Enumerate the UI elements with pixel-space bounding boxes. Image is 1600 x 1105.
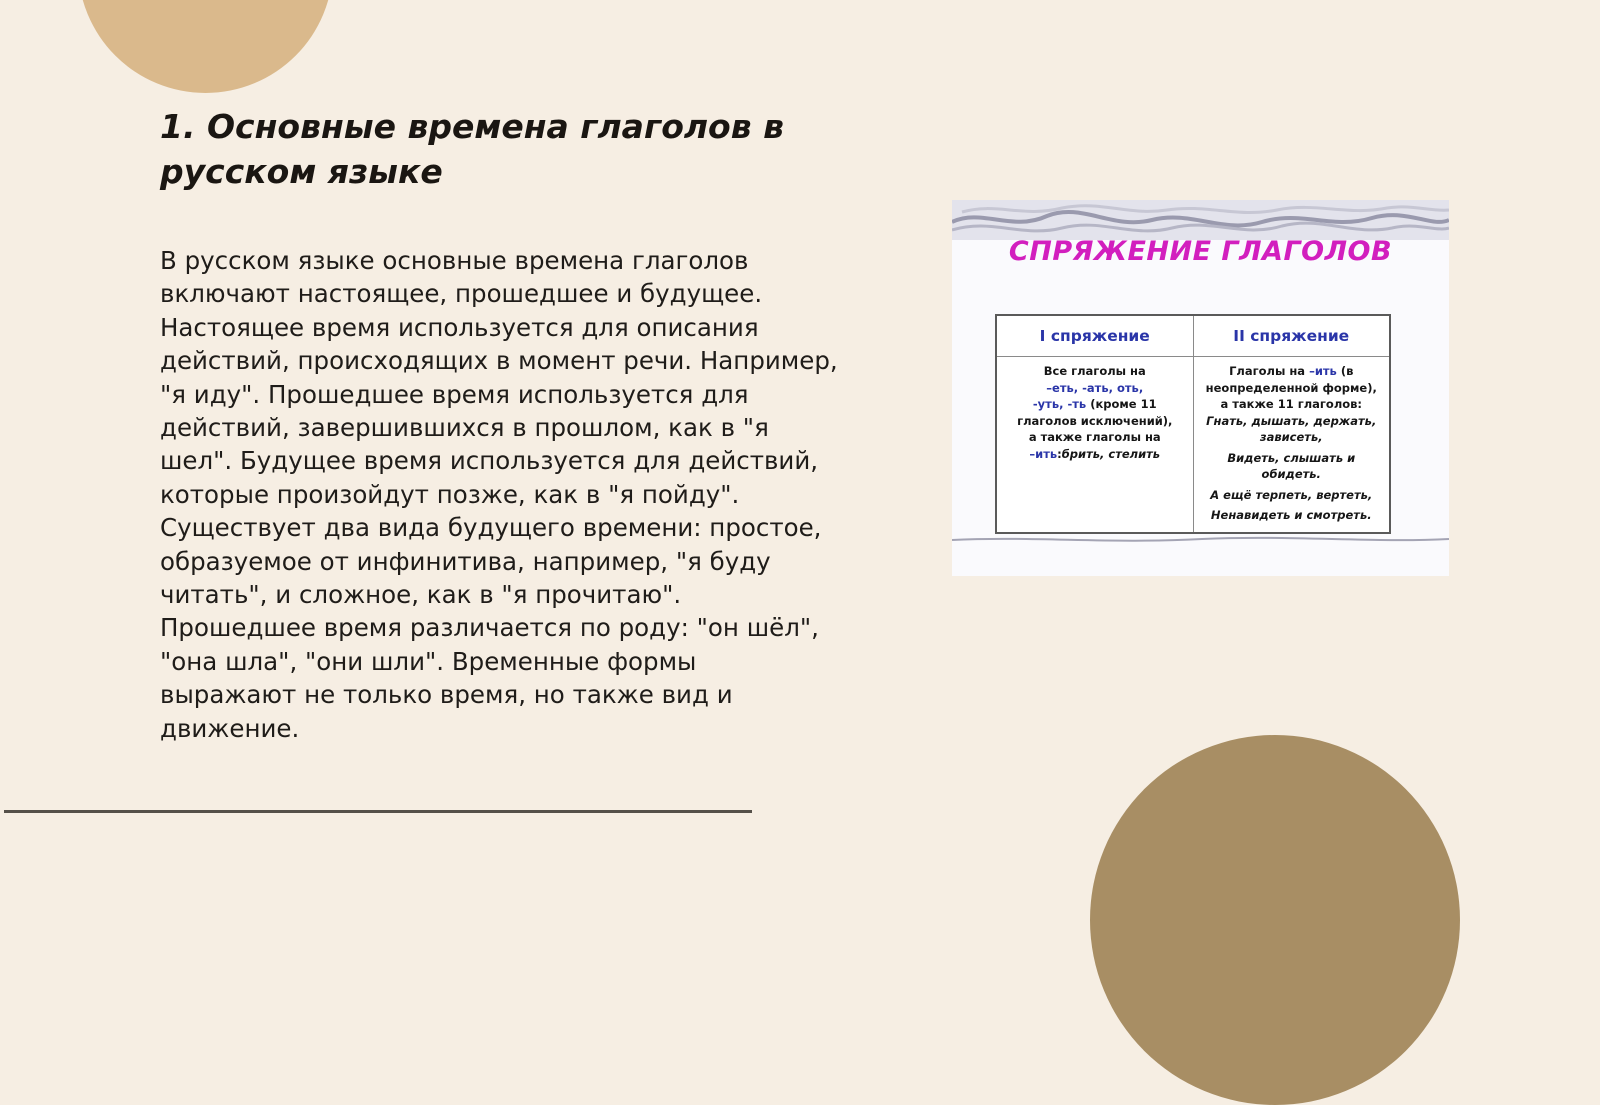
table-header-row — [996, 315, 1390, 357]
divider-line — [4, 810, 752, 813]
decorative-circle-bottom — [1090, 735, 1460, 1105]
cell-line: Ненавидеть и смотреть. — [1210, 508, 1372, 522]
cell-line: зависеть, — [1259, 430, 1323, 444]
wave-decoration — [952, 200, 1449, 240]
cell-line — [1003, 396, 1187, 413]
cell-line: обидеть. — [1261, 467, 1321, 481]
cell-line: А ещё терпеть, вертеть, — [1210, 487, 1373, 502]
cell-fragment: брить, стелить — [1061, 446, 1161, 461]
cell-line: глаголов исключений), — [1017, 413, 1173, 428]
cell-line — [1003, 446, 1187, 463]
wave-decoration-bottom — [952, 534, 1449, 546]
cell-line: а также глаголы на — [1028, 430, 1161, 444]
slide-body-text: В русском языке основные времена глаголов включают настоящее, прошедшее и будущее. Настоящее время используется для описания действий, происходящих в момент речи. Например, "я иду". Прошедшее время используется для действий, завершившихся в прошлом, как в "я шел". Будущее время используется для действий, которые произойдут позже, как в "я пойду". Существует два вида будущего времени: простое, образуемое от инфинитива, например, "я буду читать", и сложное, как в "я прочитаю". Прошедшее время различается по роду: "он шёл", "она шла", "они шли". Временные формы выражают не только время, но также вид и движение. — [160, 246, 838, 743]
cell-fragment: (кроме 11 — [1086, 397, 1157, 411]
cell-line: а также 11 глаголов: — [1220, 397, 1363, 411]
cell-fragment: –ить — [1309, 364, 1337, 378]
conjugation-image — [952, 200, 1449, 576]
decorative-circle-top — [78, 0, 333, 93]
cell-line: неопределенной форме), — [1205, 380, 1377, 395]
table-body-row — [996, 357, 1390, 534]
cell-fragment: : — [1057, 446, 1062, 461]
cell-fragment: Глаголы на — [1229, 364, 1310, 378]
cell-line: –еть, -ать, оть, — [1046, 380, 1144, 395]
cell-line — [1200, 363, 1384, 380]
conjugation-table — [995, 314, 1391, 534]
column-header-second: II спряжение — [1193, 315, 1390, 357]
image-title: СПРЯЖЕНИЕ ГЛАГОЛОВ — [1008, 236, 1393, 267]
cell-line: Гнать, дышать, держать, — [1206, 413, 1377, 428]
cell-line: Все глаголы на — [1043, 364, 1146, 378]
column-header-first: I спряжение — [996, 315, 1193, 357]
cell-fragment: (в — [1336, 364, 1354, 378]
cell-line: Видеть, слышать и — [1227, 450, 1356, 465]
first-conjugation-cell — [996, 357, 1193, 534]
cell-fragment: -уть, -ть — [1032, 397, 1087, 411]
slide-title: 1. Основные времена глаголов в русском языке — [160, 107, 784, 191]
second-conjugation-cell — [1193, 357, 1390, 534]
cell-fragment: –ить — [1029, 446, 1058, 461]
